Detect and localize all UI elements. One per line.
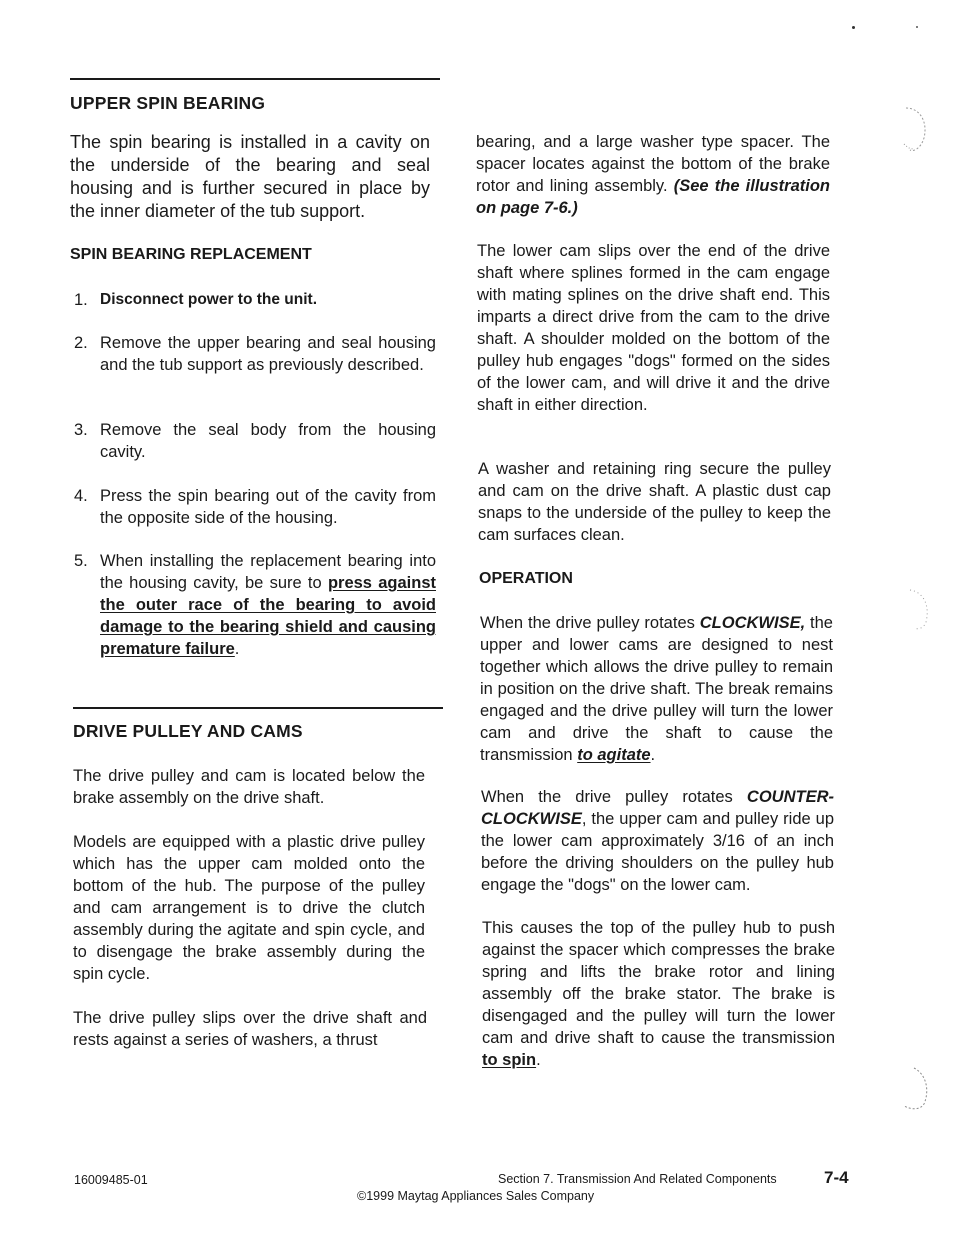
- binder-hole-mark-1: [888, 100, 938, 162]
- operation-p2: When the drive pulley rotates COUNTER-CLOCKWISE, the upper cam and pulley ride up the lower cam approximately 3/16 of an inch before the driving shoulders on the pulley hub engage the "dogs" on the lower cam.: [481, 788, 834, 894]
- binder-hole-mark-3: [894, 1060, 938, 1116]
- right-p2: The lower cam slips over the end of the drive shaft where splines formed in the cam engage with mating splines on the drive shaft end. This imparts a direct drive from the cam to the drive shaft. A shoulder molded on the bottom of the pulley hub engages "dogs" formed on the sides of the lower cam, and will drive it and the drive shaft in either direction.: [477, 242, 830, 414]
- step-number: 2.: [74, 334, 88, 352]
- doc-number: 16009485-01: [74, 1173, 148, 1187]
- step-text: Disconnect power to the unit.: [100, 291, 318, 308]
- copyright: ©1999 Maytag Appliances Sales Company: [357, 1189, 595, 1203]
- section-rule-drive: [73, 707, 443, 709]
- step-3: [74, 419, 436, 467]
- step-text: Press the spin bearing out of the cavity from the opposite side of the housing.: [100, 487, 436, 527]
- section-title: Section 7. Transmission And Related Components: [498, 1172, 777, 1186]
- to-agitate-emphasis: to agitate: [577, 746, 651, 764]
- illustration-reference: (See the illustration on page 7-6.): [476, 177, 830, 217]
- step-number: 5.: [74, 552, 88, 570]
- page-number: 7-4: [824, 1168, 849, 1187]
- right-p1: bearing, and a large washer type spacer. The spacer locates against the bottom of the brake rotor and lining assembly. (See the illustration on page 7-6.): [476, 133, 830, 217]
- upper-spin-bearing-heading: UPPER SPIN BEARING: [70, 93, 266, 113]
- step-number: 1.: [74, 291, 88, 309]
- right-p3: A washer and retaining ring secure the pulley and cam on the drive shaft. A plastic dust cap snaps to the underside of the pulley to keep the cam surfaces clean.: [478, 460, 831, 544]
- warning-underlined-text: press against the outer race of the bearing to avoid damage to the bearing shield and causing premature failure: [100, 574, 436, 658]
- step-2: [74, 332, 436, 402]
- step-1: [74, 289, 436, 313]
- upper-spin-bearing-body: The spin bearing is installed in a cavity on the underside of the bearing and seal housing and is further secured in place by the inner diameter of the tub support.: [70, 132, 430, 221]
- step-5: [74, 550, 436, 658]
- step-4: [74, 485, 436, 533]
- to-spin-emphasis: to spin: [482, 1051, 537, 1069]
- drive-pulley-p3: The drive pulley slips over the drive shaft and rests against a series of washers, a thrust: [73, 1009, 427, 1049]
- binder-hole-mark-2: [896, 584, 940, 636]
- counterclockwise-emphasis: COUNTER-CLOCKWISE: [481, 788, 834, 828]
- step-text: Remove the seal body from the housing cavity.: [100, 421, 436, 461]
- drive-pulley-p1: The drive pulley and cam is located below the brake assembly on the drive shaft.: [73, 767, 425, 807]
- step-number: 3.: [74, 421, 88, 439]
- section-rule-top: [70, 78, 440, 80]
- step-text: When installing the replacement bearing into the housing cavity, be sure to press against the outer race of the bearing to avoid damage to the bearing shield and causing premature failure.: [100, 552, 436, 658]
- scan-speck: [852, 26, 855, 29]
- drive-pulley-heading: DRIVE PULLEY AND CAMS: [73, 721, 303, 741]
- spin-bearing-replacement-heading: SPIN BEARING REPLACEMENT: [70, 246, 312, 263]
- operation-p3: This causes the top of the pulley hub to push against the spacer which compresses the brake spring and lifts the brake rotor and lining assembly off the brake stator. The brake is disengaged and the pulley will turn the lower cam and drive shaft to cause the transmission to spin.: [482, 919, 835, 1069]
- clockwise-emphasis: CLOCKWISE,: [699, 614, 806, 632]
- step-number: 4.: [74, 487, 88, 505]
- drive-pulley-p2: Models are equipped with a plastic drive pulley which has the upper cam molded onto the bottom of the hub. The purpose of the pulley and cam arrangement is to drive the clutch assembly during the agitate and spin cycle, and to disengage the brake assembly during the spin cycle.: [73, 833, 425, 983]
- step-text: Remove the upper bearing and seal housing and the tub support as previously described.: [100, 334, 436, 374]
- operation-p1: When the drive pulley rotates CLOCKWISE, the upper and lower cams are designed to nest together which allows the drive pulley to remain in position on the drive shaft. The break remains engaged and the drive pulley will turn the lower cam and drive the shaft to cause the transmission to agitate.: [480, 614, 833, 764]
- scan-speck: [916, 26, 918, 28]
- operation-heading: OPERATION: [479, 570, 573, 587]
